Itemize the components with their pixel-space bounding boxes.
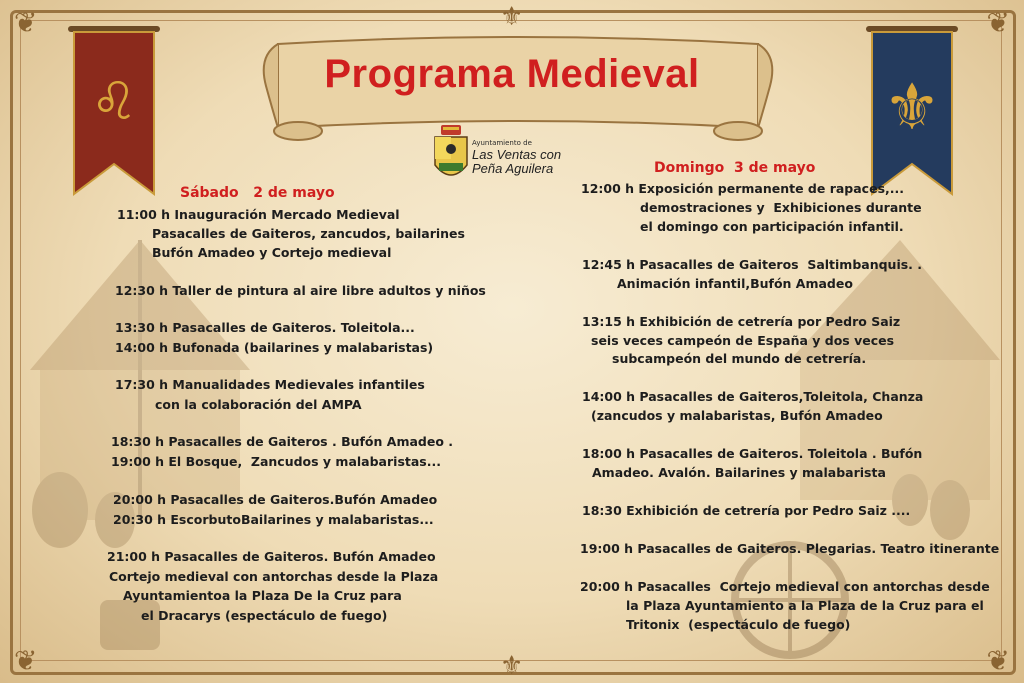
sunday-line: la Plaza Ayuntamiento a la Plaza de la Cruz para el (626, 598, 984, 613)
sunday-line: 12:45 h Pasacalles de Gaiteros Saltimbanquis. . (582, 257, 923, 272)
corner-ornament-icon: ❦ (986, 644, 1010, 677)
saturday-line: 18:30 h Pasacalles de Gaiteros . Bufón Amadeo . (111, 434, 454, 449)
svg-text:♌: ♌ (90, 72, 138, 132)
municipality-name-line1: Las Ventas con (472, 147, 562, 162)
sunday-line: el domingo con participación infantil. (640, 219, 904, 234)
corner-ornament-icon: ❦ (14, 644, 38, 677)
sunday-line: 12:00 h Exposición permanente de rapaces,... (581, 181, 904, 196)
fleur-ornament-icon: ⚜ (500, 651, 524, 681)
sunday-line: subcampeón del mundo de cetrería. (612, 351, 867, 366)
municipal-crest-icon (433, 125, 469, 187)
saturday-line: Cortejo medieval con antorchas desde la Plaza (109, 569, 439, 584)
fleur-ornament-icon: ⚜ (500, 2, 524, 32)
sunday-line: 19:00 h Pasacalles de Gaiteros. Plegarias. Teatro itinerante (580, 541, 1000, 556)
saturday-line: Ayuntamientoa la Plaza De la Cruz para (123, 588, 402, 603)
sunday-line: Tritonix (espectáculo de fuego) (626, 617, 851, 632)
saturday-line: 19:00 h El Bosque, Zancudos y malabaristas... (111, 454, 441, 469)
saturday-line: 17:30 h Manualidades Medievales infantiles (115, 377, 425, 392)
sunday-line: 18:30 Exhibición de cetrería por Pedro Saiz .... (582, 503, 911, 518)
sunday-heading: Domingo 3 de mayo (654, 160, 816, 176)
sunday-line: 20:00 h Pasacalles Cortejo medieval con antorchas desde (580, 579, 990, 594)
sunday-line: 13:15 h Exhibición de cetrería por Pedro Saiz (582, 314, 901, 329)
saturday-line: 13:30 h Pasacalles de Gaiteros. Toleitola... (115, 320, 415, 335)
saturday-line: 20:00 h Pasacalles de Gaiteros.Bufón Amadeo (113, 492, 438, 507)
svg-text:⚜: ⚜ (883, 71, 941, 145)
sunday-line: 18:00 h Pasacalles de Gaiteros. Toleitola . Bufón (582, 446, 923, 461)
saturday-line: 11:00 h Inauguración Mercado Medieval (117, 207, 400, 222)
corner-ornament-icon: ❦ (986, 6, 1010, 39)
saturday-line: Pasacalles de Gaiteros, zancudos, bailarines (152, 226, 465, 241)
left-banner-lion (68, 14, 160, 209)
saturday-line: 21:00 h Pasacalles de Gaiteros. Bufón Amadeo (107, 549, 436, 564)
saturday-line: 20:30 h EscorbutoBailarines y malabaristas... (113, 512, 434, 527)
saturday-heading: Sábado 2 de mayo (180, 185, 335, 201)
right-market-scene (700, 230, 1000, 660)
sunday-line: demostraciones y Exhibiciones durante (640, 200, 922, 215)
saturday-line: con la colaboración del AMPA (155, 397, 362, 412)
saturday-line: el Dracarys (espectáculo de fuego) (141, 608, 388, 623)
page-title: Programa Medieval (324, 52, 700, 96)
municipality-small-label: Ayuntamiento de (472, 139, 532, 147)
right-banner-fleur (866, 14, 958, 209)
saturday-line: 12:30 h Taller de pintura al aire libre adultos y niños (115, 283, 486, 298)
municipality-name-line2: Peña Aguilera (472, 161, 554, 176)
sunday-line: (zancudos y malabaristas, Bufón Amadeo (591, 408, 883, 423)
saturday-line: Bufón Amadeo y Cortejo medieval (152, 245, 392, 260)
sunday-line: Animación infantil,Bufón Amadeo (617, 276, 853, 291)
saturday-line: 14:00 h Bufonada (bailarines y malabaristas) (115, 340, 434, 355)
sunday-line: 14:00 h Pasacalles de Gaiteros,Toleitola, Chanza (582, 389, 924, 404)
corner-ornament-icon: ❦ (14, 6, 38, 39)
sunday-line: seis veces campeón de España y dos veces (591, 333, 895, 348)
sunday-line: Amadeo. Avalón. Bailarines y malabarista (592, 465, 886, 480)
